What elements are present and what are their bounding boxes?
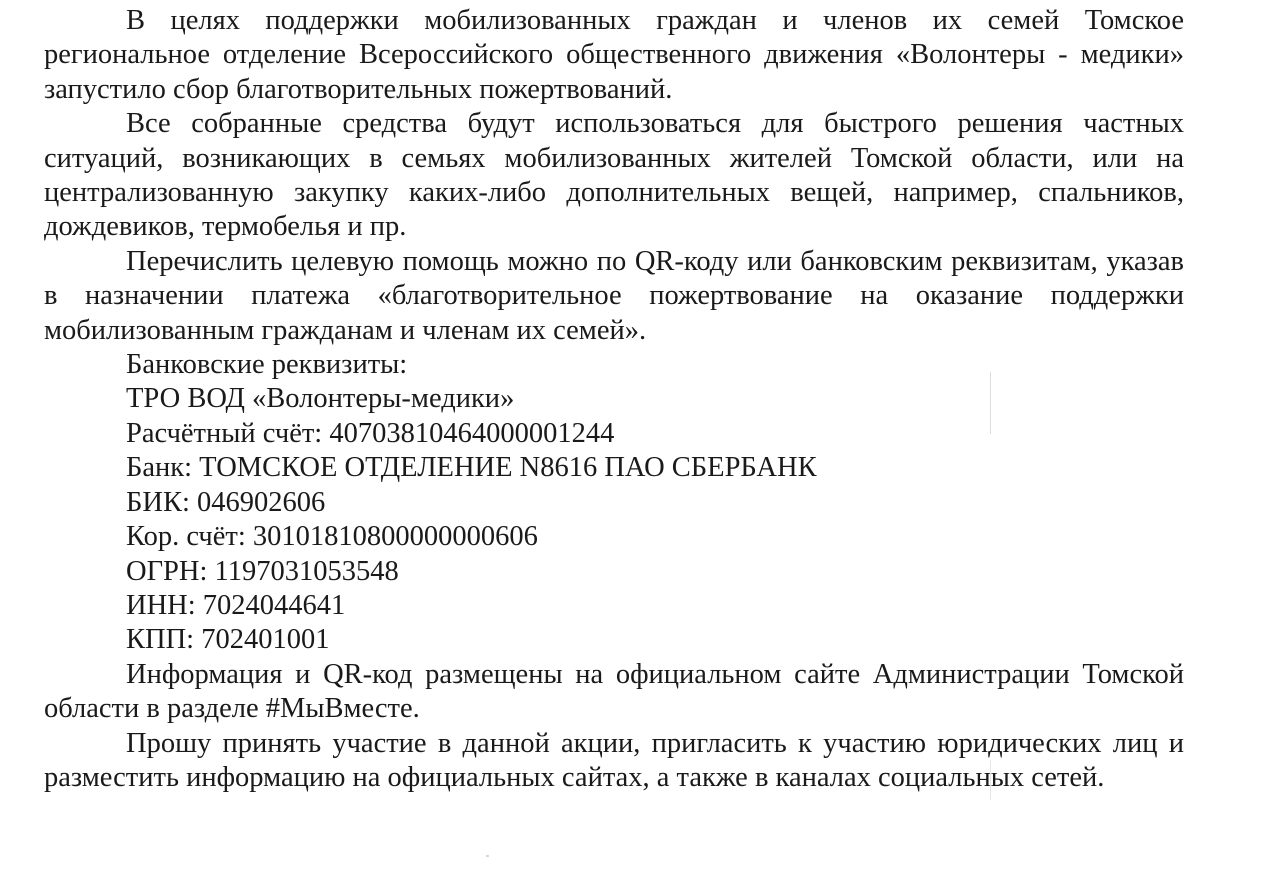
requisites-account: Расчётный счёт: 40703810464000001244 — [126, 417, 615, 449]
bank-requisites — [44, 348, 1184, 658]
requisites-organization: ТРО ВОД «Волонтеры-медики» — [126, 383, 515, 415]
letter-body — [44, 4, 1184, 795]
paragraph-funds-usage: Все собранные средства будут использоваться для быстрого решения частных ситуаций, возникающих в семьях мобилизованных жителей Томской области, или на централизованную закупку каких-либо дополнительных вещей, например, спальников, дождевиков, термобелья и пр. — [44, 108, 1184, 243]
paragraph-intro: В целях поддержки мобилизованных граждан и членов их семей Томское региональное отделение Всероссийского общественного движения «Волонтеры - медики» запустило сбор благотворительных пожертвований. — [44, 5, 1184, 105]
requisites-heading: Банковские реквизиты: — [126, 349, 408, 381]
paragraph-request: Прошу принять участие в данной акции, пригласить к участию юридических лиц и разместить информацию на официальных сайтах, а также в каналах социальных сетей. — [44, 727, 1184, 793]
requisites-ogrn: ОГРН: 1197031053548 — [126, 555, 399, 587]
scan-artifact-dot — [486, 855, 489, 857]
scan-artifact-vertical-lower — [990, 760, 991, 800]
paragraph-transfer-instructions: Перечислить целевую помощь можно по QR-коду или банковским реквизитам, указав в назначении платежа «благотворительное пожертвование на оказание поддержки мобилизованным гражданам и членам их семей». — [44, 245, 1184, 346]
requisites-bik: БИК: 046902606 — [126, 486, 326, 518]
scan-artifact-vertical — [990, 372, 991, 434]
requisites-bank: Банк: ТОМСКОЕ ОТДЕЛЕНИЕ N8616 ПАО СБЕРБАНК — [126, 452, 817, 484]
requisites-inn: ИНН: 7024044641 — [126, 589, 346, 621]
requisites-kpp: КПП: 702401001 — [126, 624, 330, 656]
paragraph-qr-info: Информация и QR-код размещены на официальном сайте Администрации Томской области в разделе #МыВместе. — [44, 658, 1184, 725]
requisites-correspondent-account: Кор. счёт: 30101810800000000606 — [126, 521, 538, 553]
